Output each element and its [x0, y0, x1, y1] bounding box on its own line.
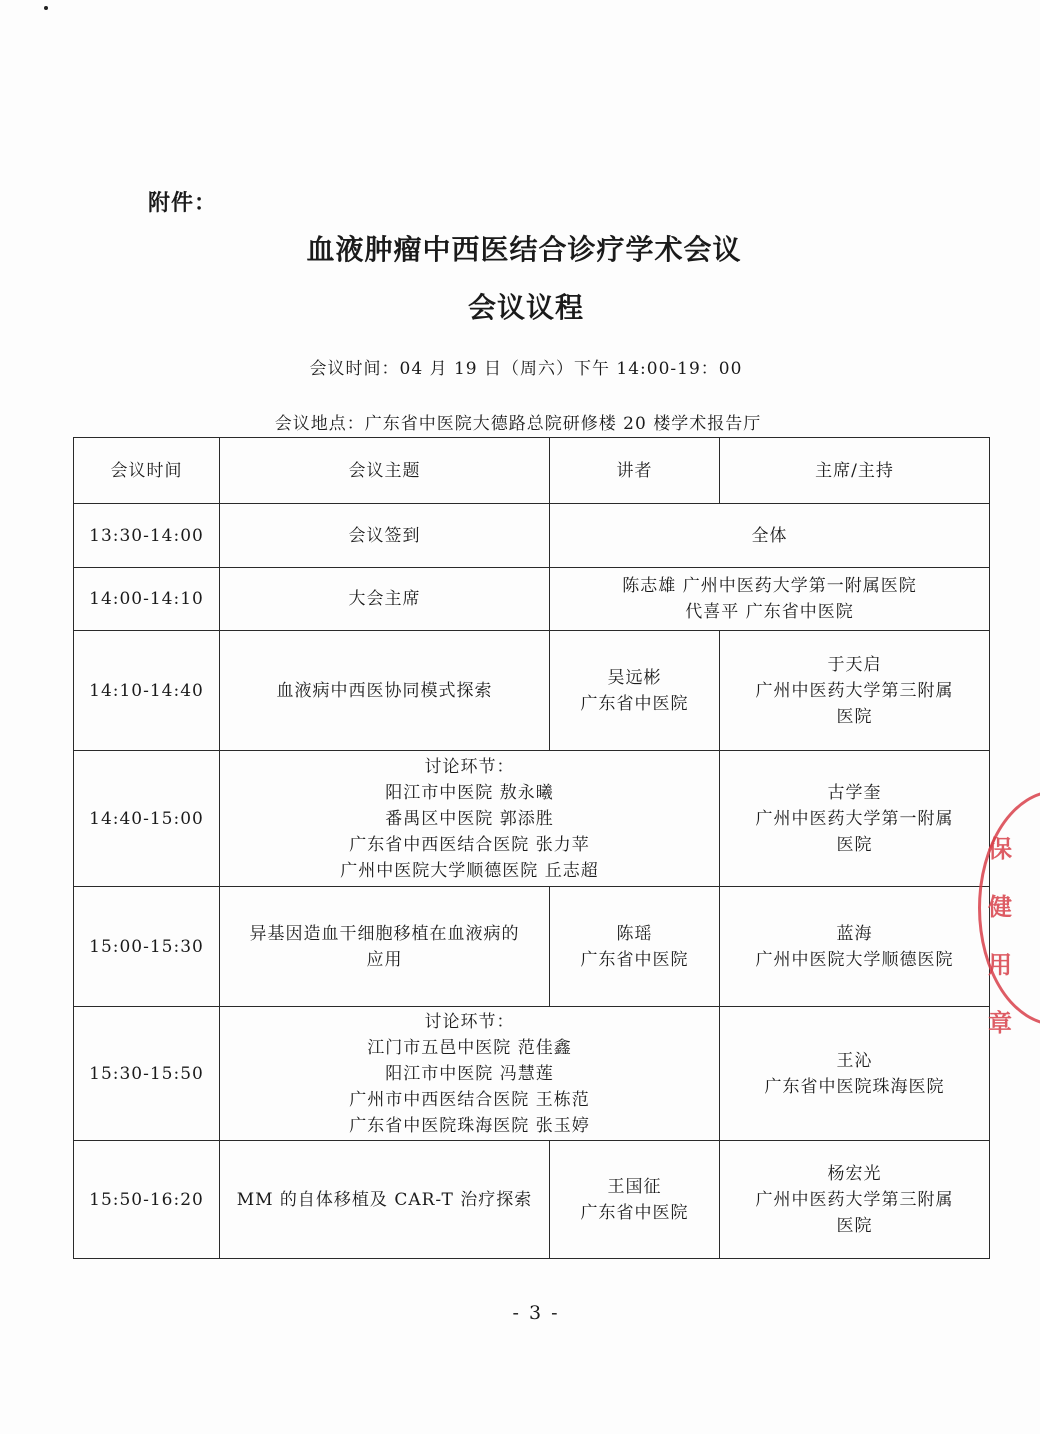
- chair-affiliation: 医院: [836, 1215, 873, 1236]
- chair-affiliation: 广州中医药大学第三附属: [755, 680, 954, 701]
- row-discussion: [220, 751, 720, 887]
- row-speaker: [550, 631, 720, 751]
- attachment-label: 附件：: [148, 191, 218, 216]
- row-time: 15:30-15:50: [74, 1007, 220, 1141]
- speaker-affiliation: 广东省中医院: [580, 693, 689, 714]
- row-chair: [720, 887, 990, 1007]
- row-speaker: [550, 887, 720, 1007]
- chair-affiliation: 广州中医药大学第一附属: [755, 808, 954, 829]
- chair-name: 杨宏光: [827, 1163, 882, 1184]
- discussion-participant: 阳江市中医院 冯慧莲: [385, 1063, 554, 1084]
- header-speaker: 讲者: [550, 438, 720, 504]
- meeting-location: 会议地点：广东省中医院大德路总院研修楼 20 楼学术报告厅: [274, 414, 762, 434]
- topic-line: 应用: [366, 949, 403, 970]
- row-time: 14:40-15:00: [74, 751, 220, 887]
- row-chair: [720, 751, 990, 887]
- chair-affiliation: 医院: [836, 706, 873, 727]
- stamp-text: [988, 820, 1028, 1052]
- row-time: 15:00-15:30: [74, 887, 220, 1007]
- row-chair: [720, 631, 990, 751]
- speaker-name: 吴远彬: [607, 667, 662, 688]
- chair-affiliation: 广东省中医院珠海医院: [764, 1076, 945, 1097]
- chair-line: 陈志雄 广州中医药大学第一附属医院: [622, 576, 917, 596]
- chair-affiliation: 广州中医院大学顺德医院: [755, 949, 954, 970]
- chair-name: 蓝海: [836, 923, 873, 944]
- discussion-participant: 阳江市中医院 敖永曦: [385, 782, 554, 803]
- discussion-heading: 讨论环节：: [424, 1011, 515, 1032]
- discussion-participant: 江门市五邑中医院 范佳鑫: [367, 1037, 572, 1058]
- header-time: 会议时间: [74, 438, 220, 504]
- document-title: 血液肿瘤中西医结合诊疗学术会议: [306, 233, 742, 266]
- table-header-row: [74, 438, 990, 504]
- chair-name: 古学奎: [827, 782, 882, 803]
- row-merged-cell: 全体: [550, 504, 990, 568]
- row-time: 15:50-16:20: [74, 1141, 220, 1259]
- row-topic: [220, 887, 550, 1007]
- discussion-participant: 广州中医院大学顺德医院 丘志超: [340, 860, 599, 881]
- chair-name: 于天启: [827, 654, 882, 675]
- speaker-name: 王国征: [607, 1176, 662, 1197]
- page-number: - 3 -: [512, 1302, 560, 1324]
- stamp-char: 用章: [988, 951, 1012, 1037]
- chair-line: 代喜平 广东省中医院: [685, 602, 854, 622]
- row-topic: MM 的自体移植及 CAR-T 治疗探索: [220, 1141, 550, 1259]
- discussion-participant: 番禺区中医院 郭添胜: [385, 808, 554, 829]
- table-row: [74, 504, 990, 568]
- row-time: 14:00-14:10: [74, 568, 220, 631]
- stamp-char: 保: [988, 835, 1012, 863]
- table-row: [74, 751, 990, 887]
- speaker-affiliation: 广东省中医院: [580, 949, 689, 970]
- table-row: [74, 1007, 990, 1141]
- row-discussion: [220, 1007, 720, 1141]
- meeting-time: 会议时间：04 月 19 日（周六）下午 14:00-19：00: [309, 359, 743, 379]
- topic-line: 异基因造血干细胞移植在血液病的: [249, 923, 520, 944]
- discussion-participant: 广东省中西医结合医院 张力苹: [349, 834, 590, 855]
- header-topic: 会议主题: [220, 438, 550, 504]
- discussion-participant: 广州市中西医结合医院 王栋范: [349, 1089, 590, 1110]
- stamp-char: 健: [988, 893, 1012, 921]
- row-time: 13:30-14:00: [74, 504, 220, 568]
- speaker-affiliation: 广东省中医院: [580, 1202, 689, 1223]
- row-topic: 会议签到: [220, 504, 550, 568]
- discussion-participant: 广东省中医院珠海医院 张玉婷: [349, 1115, 590, 1136]
- chair-affiliation: 医院: [836, 834, 873, 855]
- agenda-table: [73, 437, 990, 1259]
- row-time: 14:10-14:40: [74, 631, 220, 751]
- row-speaker: [550, 1141, 720, 1259]
- speaker-name: 陈瑶: [616, 923, 653, 944]
- row-topic: 大会主席: [220, 568, 550, 631]
- row-chair: [720, 1141, 990, 1259]
- document-subtitle: 会议议程: [467, 291, 584, 324]
- table-row: [74, 887, 990, 1007]
- row-chair: [720, 1007, 990, 1141]
- scan-speck: [44, 6, 48, 10]
- row-topic: 血液病中西医协同模式探索: [220, 631, 550, 751]
- chair-affiliation: 广州中医药大学第三附属: [755, 1189, 954, 1210]
- row-merged-cell: [550, 568, 990, 631]
- table-row: [74, 568, 990, 631]
- chair-name: 王沁: [836, 1050, 873, 1071]
- table-row: [74, 1141, 990, 1259]
- table-row: [74, 631, 990, 751]
- header-chair: 主席/主持: [720, 438, 990, 504]
- discussion-heading: 讨论环节：: [424, 756, 515, 777]
